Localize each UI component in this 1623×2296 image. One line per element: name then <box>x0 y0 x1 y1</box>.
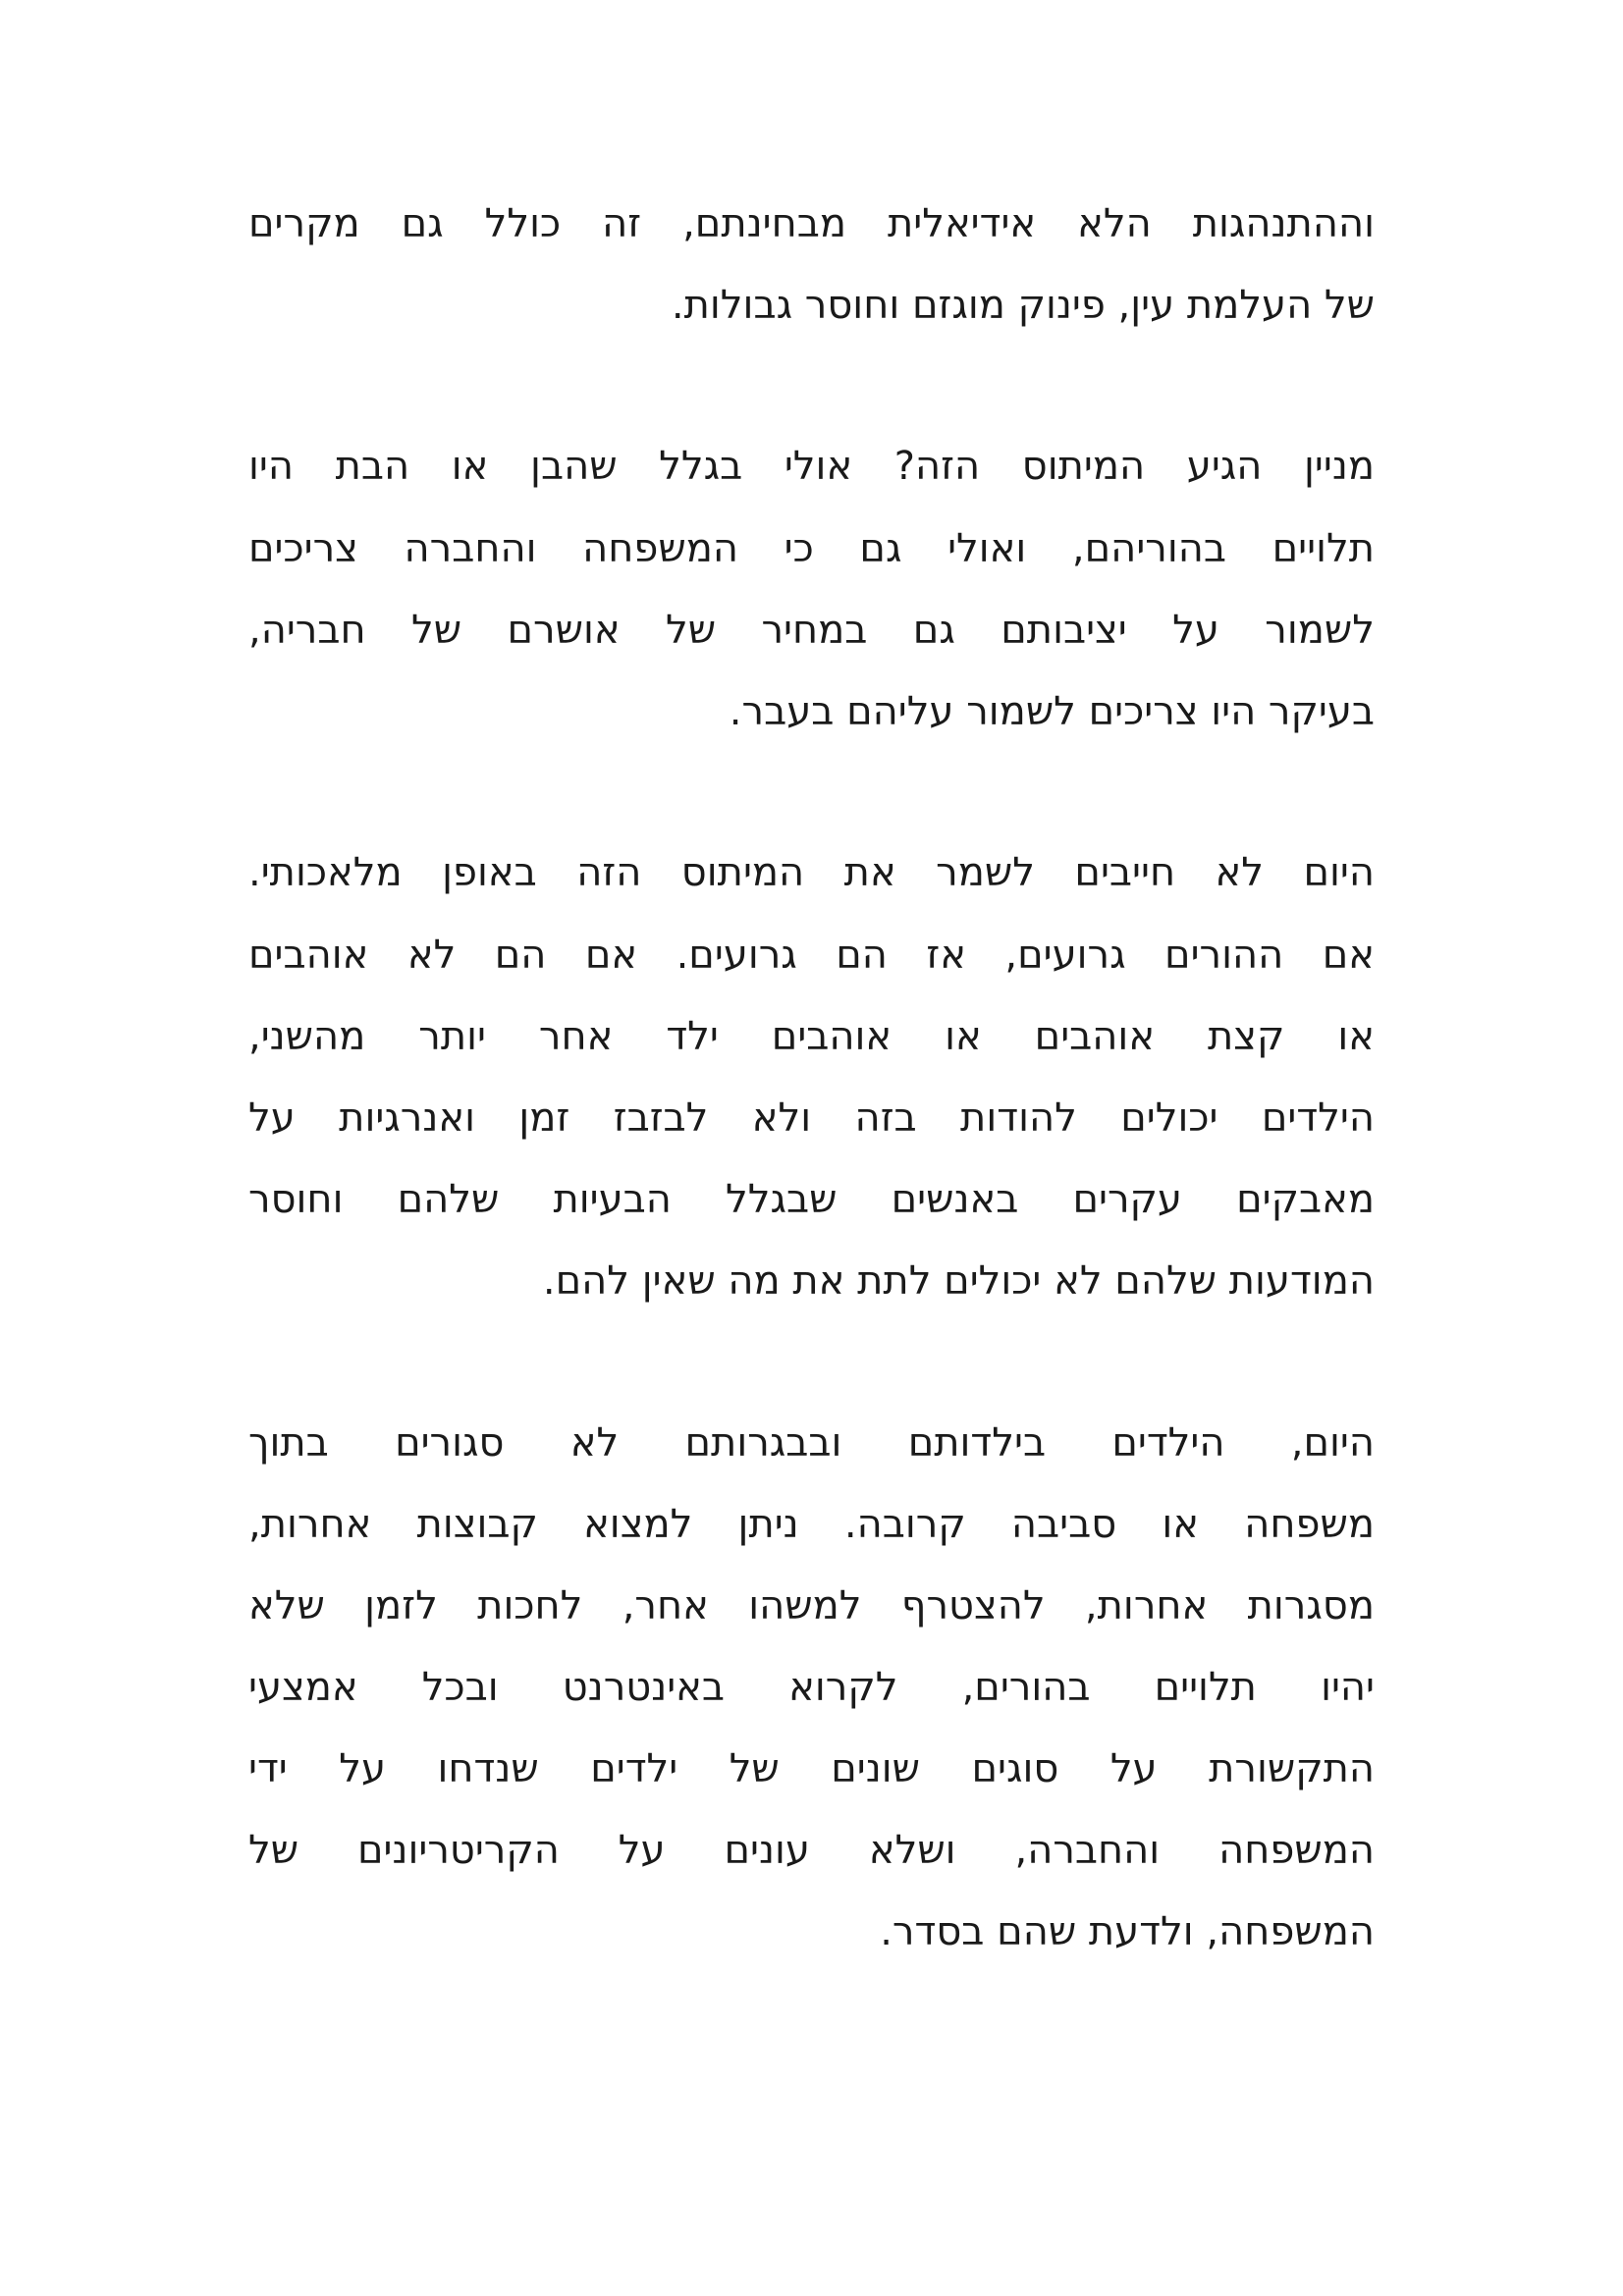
paragraph-3-line-5: מאבקים עקרים באנשים שבגלל הבעיות שלהם וחוסר <box>248 1177 1375 1222</box>
paragraph-4-line-6: המשפחה והחברה, ושלא עונים על הקריטריונים של <box>248 1828 1375 1873</box>
paragraph-4-line-4: יהיו תלויים בהורים, לקרוא באינטרנט ובכל אמצעי <box>248 1665 1375 1710</box>
paragraph-3-line-3: או קצת אוהבים או אוהבים ילד אחר יותר מהשני, <box>248 1014 1375 1059</box>
paragraph-3-line-1: היום לא חייבים לשמר את המיתוס הזה באופן מלאכותי. <box>248 850 1375 895</box>
paragraph-4-line-7: המשפחה, ולדעת שהם בסדר. <box>880 1909 1375 1954</box>
paragraph-2-line-1: מניין הגיע המיתוס הזה? אולי בגלל שהבן או הבת היו <box>248 444 1375 489</box>
paragraph-1-line-1: וההתנהגות הלא אידיאלית מבחינתם, זה כולל גם מקרים <box>248 201 1375 246</box>
paragraph-3-line-6: המודעות שלהם לא יכולים לתת את מה שאין להם. <box>542 1258 1375 1304</box>
paragraph-2-line-2: תלויים בהוריהם, ואולי גם כי המשפחה והחברה צריכים <box>248 526 1375 571</box>
paragraph-4-line-3: מסגרות אחרות, להצטרף למשהו אחר, לחכות לזמן שלא <box>248 1583 1375 1629</box>
paragraph-4-line-2: משפחה או סביבה קרובה. ניתן למצוא קבוצות אחרות, <box>248 1502 1375 1547</box>
paragraph-3-line-4: הילדים יכולים להודות בזה ולא לבזבז זמן ואנרגיות על <box>248 1095 1375 1141</box>
paragraph-3-line-2: אם ההורים גרועים, אז הם גרועים. אם הם לא אוהבים <box>248 933 1375 978</box>
paragraph-2-line-3: לשמור על יציבותם גם במחיר של אושרם של חבריה, <box>248 608 1375 653</box>
paragraph-4-line-5: התקשורת על סוגים שונים של ילדים שנדחו על ידי <box>248 1746 1375 1791</box>
paragraph-4-line-1: היום, הילדים בילדותם ובבגרותם לא סגורים בתוך <box>248 1420 1375 1466</box>
paragraph-2-line-4: בעיקר היו צריכים לשמור עליהם בעבר. <box>729 689 1375 734</box>
paragraph-1-line-2: של העלמת עין, פינוק מוגזם וחוסר גבולות. <box>671 283 1375 328</box>
